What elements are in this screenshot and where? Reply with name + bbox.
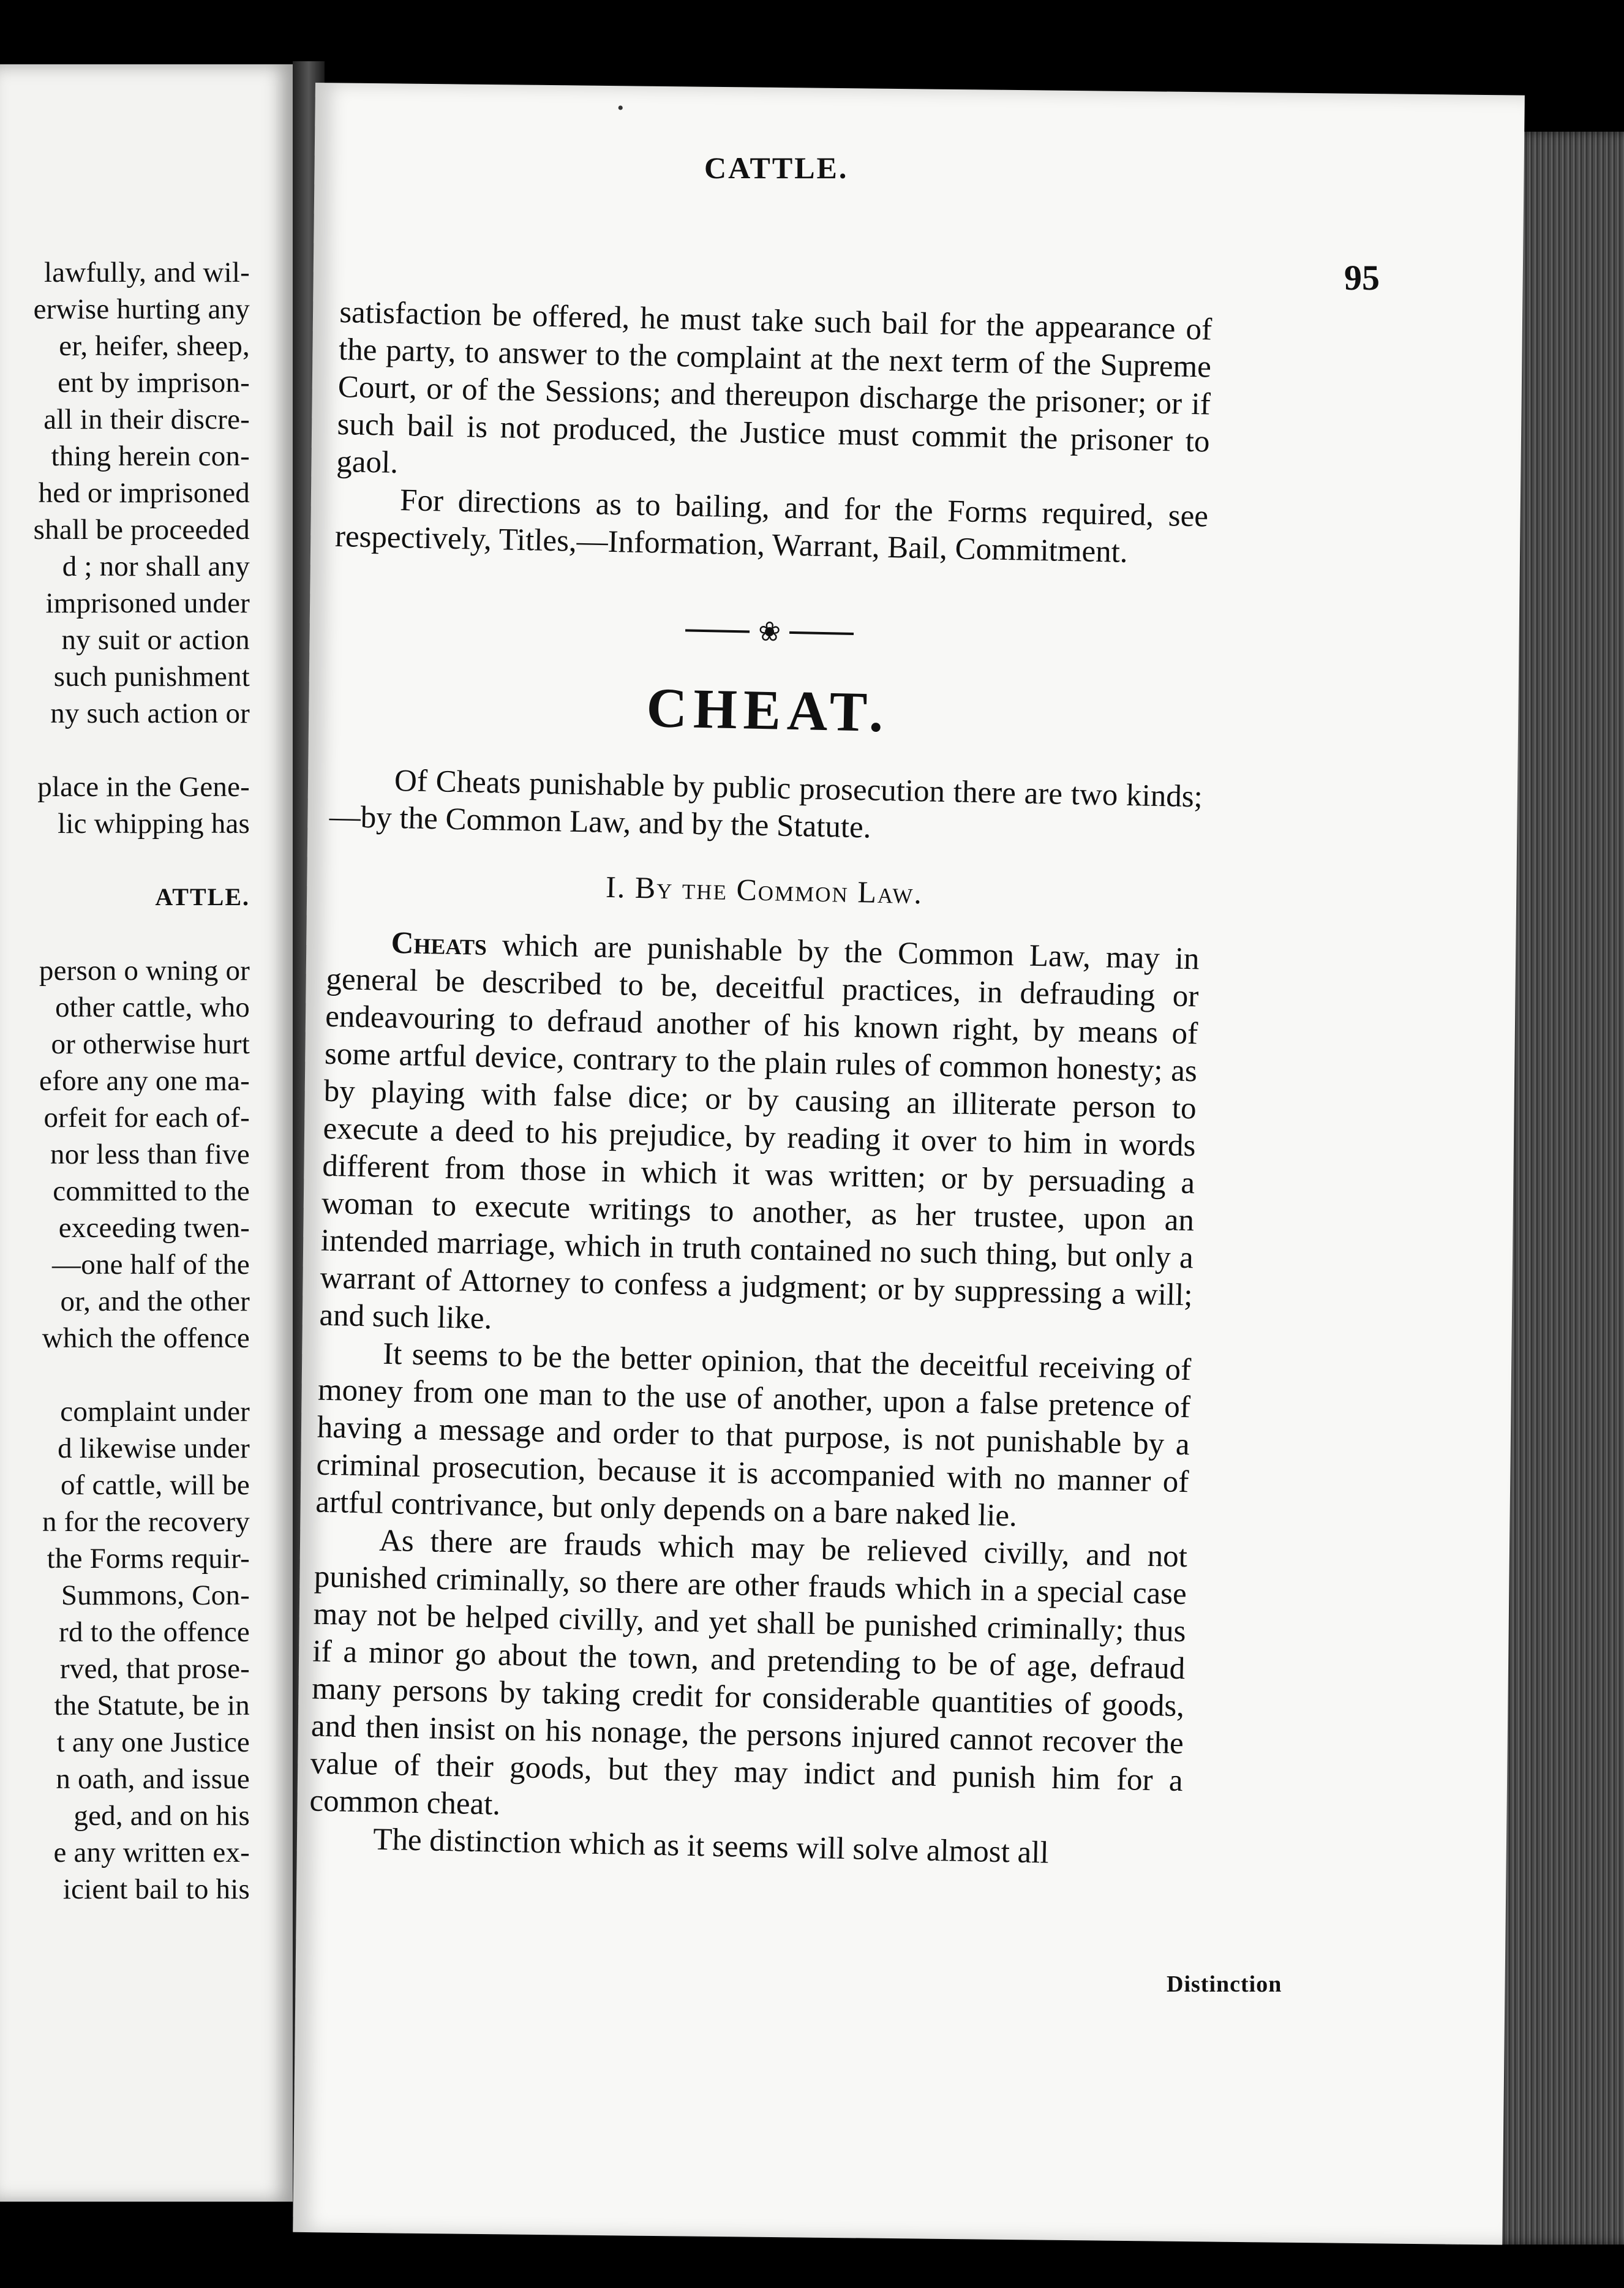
- left-line: ny suit or action: [61, 624, 250, 656]
- left-line: the Statute, be in: [54, 1690, 250, 1722]
- left-line: ent by imprison-: [58, 367, 250, 399]
- left-line: other cattle, who: [55, 992, 250, 1023]
- left-line: of cattle, will be: [61, 1469, 250, 1501]
- left-line-gap: [0, 1357, 250, 1393]
- section-heading: I. By the Common Law.: [605, 869, 923, 911]
- left-line: Summons, Con-: [61, 1579, 250, 1611]
- continuation-paragraph: For directions as to bailing, and for the Forms required, see respectively, Titles,—Information, Warrant, Bail, Commitment.: [334, 483, 1209, 570]
- left-line: place in the Gene-: [37, 771, 250, 803]
- left-line: d likewise under: [58, 1432, 250, 1464]
- continuation-paragraph: satisfaction be offered, he must take such bail for the appearance of the party, to answer to the complaint at the next term of the Supreme Court, or of the Sessions; and thereupon discharge the prisoner; or if such bail is not produced, the Justice must commit the prisoner to gaol.: [336, 295, 1212, 480]
- page-number: 95: [1344, 258, 1380, 298]
- right-page-body: [309, 294, 1212, 1875]
- left-line: erwise hurting any: [33, 293, 250, 325]
- left-line: ged, and on his: [73, 1800, 250, 1832]
- left-line: icient bail to his: [62, 1873, 250, 1905]
- running-head: CATTLE.: [704, 151, 849, 185]
- left-line: all in their discre-: [43, 404, 250, 435]
- left-line: or otherwise hurt: [51, 1028, 250, 1060]
- left-line: d ; nor shall any: [62, 551, 250, 582]
- left-line: rved, that prose-: [59, 1653, 250, 1685]
- left-line: complaint under: [60, 1396, 250, 1428]
- left-line: —one half of the: [52, 1249, 250, 1281]
- left-line: efore any one ma-: [39, 1065, 250, 1097]
- paragraph: As there are frauds which may be relieved civilly, and not punished criminally, so there are other frauds which in a special case may not be helped civilly, and yet shall be punished criminally; thus if a minor go about the town, and pretending to be of age, defraud many persons by taking credit for considerable quantities of goods, and then insist on his nonage, the persons injured cannot recover the value of their goods, but they may indict and punish him for a common cheat.: [309, 1523, 1188, 1822]
- flower-ornament-icon: ❀: [757, 616, 781, 647]
- left-line-gap: [0, 842, 250, 879]
- left-line: such punishment: [53, 661, 250, 693]
- paragraph: [319, 924, 1200, 1352]
- left-line: person o wning or: [39, 955, 250, 987]
- left-line: n oath, and issue: [56, 1763, 250, 1795]
- print-speck: •: [617, 98, 624, 118]
- left-line: lic whipping has: [58, 808, 250, 840]
- left-line: lawfully, and wil-: [44, 257, 250, 288]
- left-line: hed or imprisoned: [38, 477, 250, 509]
- left-line: thing herein con-: [51, 440, 250, 472]
- left-page-text: [0, 254, 250, 1908]
- left-line: exceeding twen-: [58, 1212, 250, 1244]
- left-line: orfeit for each of-: [43, 1102, 250, 1134]
- left-section-heading: ATTLE.: [155, 883, 250, 911]
- paragraph-lead-word: Cheats: [391, 925, 487, 963]
- left-line: shall be proceeded: [33, 514, 250, 546]
- left-line-gap: [0, 916, 250, 952]
- left-line: er, heifer, sheep,: [59, 330, 250, 362]
- left-line: committed to the: [53, 1175, 250, 1207]
- intro-paragraph: Of Cheats punishable by public prosecution there are two kinds;—by the Common Law, and by the Statute.: [329, 763, 1203, 845]
- paragraph-text: which are punishable by the Common Law, may in general be described to be, deceitful practices, in defrauding or endeavouring to defraud another of his known right, by means of some artful device, contrary to the plain rules of common honesty; as by playing with false dice; or by causing an illiterate person to execute a deed to his prejudice, by reading it over to him in words different from those in which it was written; or by persuading a woman to execute writings to another, as her trustee, upon an intended marriage, which in truth contained no such thing, but only a warrant of Attorney to confess a judgment; or by suppressing a will; and such like.: [318, 928, 1200, 1336]
- left-line: which the offence: [42, 1322, 250, 1354]
- left-line: nor less than five: [50, 1138, 250, 1170]
- left-line-gap: [0, 732, 250, 769]
- left-page: [0, 64, 293, 2202]
- paragraph: It seems to be the better opinion, that the deceitful receiving of money from one man to the use of another, upon a false pretence of having a message and order to that purpose, is not punishable by a criminal prosecution, because it is accompanied with no manner of artful contrivance, but only depends on a bare naked lie.: [315, 1336, 1192, 1533]
- ornament-rule-right: [789, 631, 854, 634]
- section-ornament: [333, 608, 1206, 650]
- left-line: rd to the offence: [59, 1616, 250, 1648]
- left-line: n for the recovery: [42, 1506, 250, 1538]
- left-line: e any written ex-: [53, 1837, 250, 1868]
- margin-note: Distinction: [1167, 1971, 1282, 1997]
- left-line: imprisoned under: [45, 587, 250, 619]
- chapter-title: CHEAT.: [645, 676, 890, 744]
- left-line: ny such action or: [50, 698, 250, 729]
- left-line: or, and the other: [60, 1285, 250, 1317]
- left-line: t any one Justice: [56, 1726, 250, 1758]
- left-line: the Forms requir-: [47, 1543, 250, 1575]
- ornament-rule-left: [685, 629, 750, 633]
- paragraph: The distinction which as it seems will solve almost all: [372, 1822, 1050, 1870]
